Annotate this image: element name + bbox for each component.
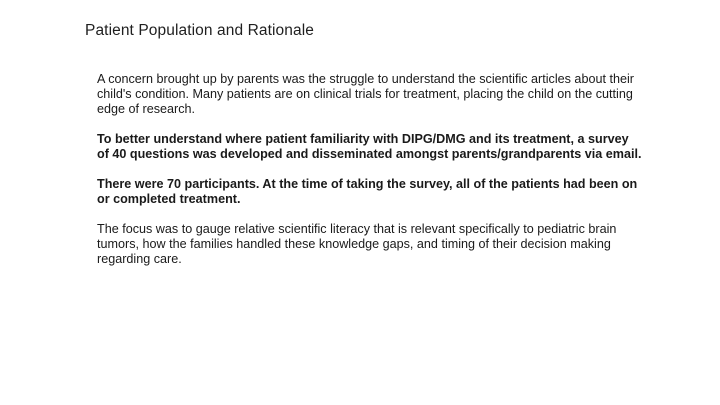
paragraph-focus: The focus was to gauge relative scientific literacy that is relevant specifically to pediatric brain tumors, how the families handled these knowledge gaps, and timing of their decision making regarding care. bbox=[97, 222, 617, 266]
paragraph-participants: There were 70 participants. At the time of taking the survey, all of the patients had been on or completed treatment. bbox=[97, 177, 638, 206]
slide-title: Patient Population and Rationale bbox=[85, 22, 314, 39]
slide-body bbox=[97, 72, 642, 282]
paragraph-survey: To better understand where patient familiarity with DIPG/DMG and its treatment, a survey of 40 questions was developed and disseminated amongst parents/grandparents via email. bbox=[97, 132, 642, 161]
paragraph-concern: A concern brought up by parents was the struggle to understand the scientific articles about their child's condition. Many patients are on clinical trials for treatment, placing the child on the cutting edge of research. bbox=[97, 72, 634, 116]
